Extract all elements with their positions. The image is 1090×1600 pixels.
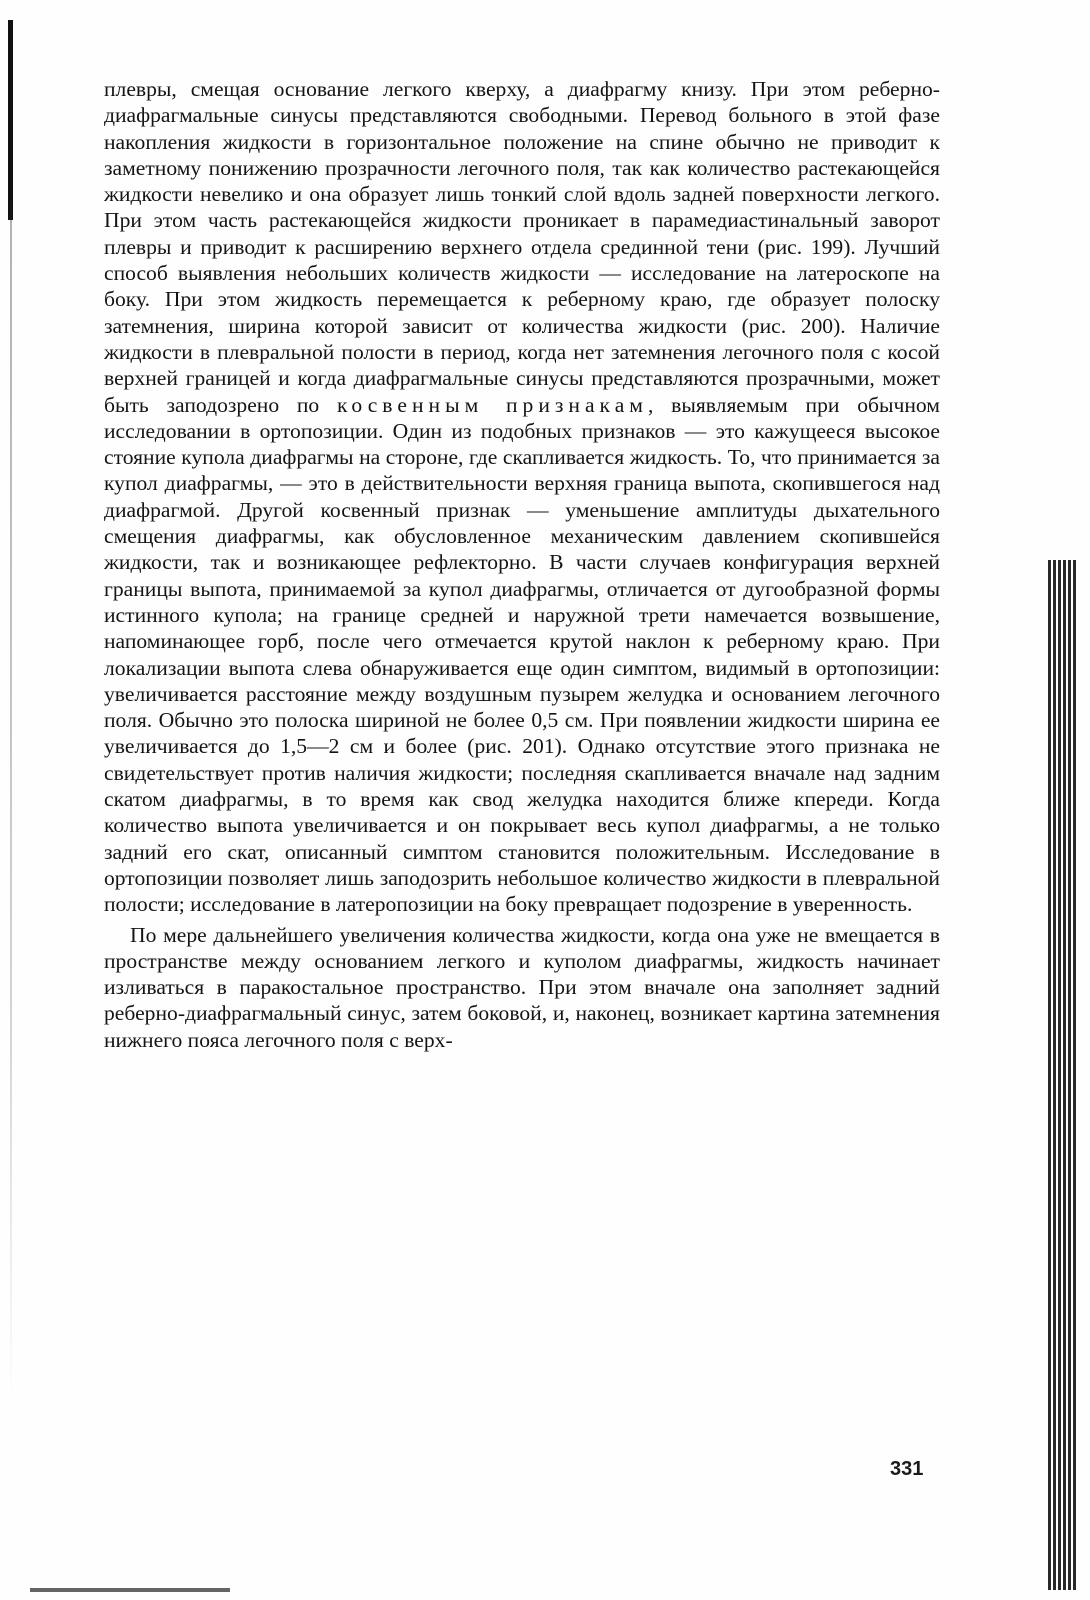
page-number: 331 xyxy=(890,1458,924,1480)
paragraph-1-part-1: плевры, смещая основание легкого кверху, а диафрагму книзу. При этом реберно-диафрагмальные синусы представляются свободными. Перевод больного в этой фазе накопления жидкости в горизонтальное положение на спине обычно не приводит к заметному понижению прозрачности легочного поля, так как количество растекающейся жидкости невелико и она образует лишь тонкий слой вдоль задней поверхности легкого. При этом часть растекающейся жидкости проникает в парамедиастинальный заворот плевры и приводит к расширению верхнего отдела срединной тени (рис. 199). Лучший способ выявления небольших количеств жидкости — исследование на латероскопе на боку. При этом жидкость перемещается к реберному краю, где образует полоску затемнения, ширина которой зависит от количества жидкости (рис. 200). Наличие жидкости в плевральной полости в период, когда нет затемнения легочного поля с косой верхней границей и когда диафрагмальные синусы представляются прозрачными, может быть заподозрено по xyxy=(104,77,940,417)
paragraph-1-part-2: , выявляемым при обычном исследовании в ортопозиции. Один из подобных признаков — это кажущееся высокое стояние купола диафрагмы на стороне, где скапливается жидкость. То, что принимается за купол диафрагмы, — это в действительности верхняя граница выпота, скопившегося над диафрагмой. Другой косвенный признак — уменьшение амплитуды дыхательного смещения диафрагмы, как обусловленное механическим давлением скопившейся жидкости, так и возникающее рефлекторно. В части случаев конфигурация верхней границы выпота, принимаемой за купол диафрагмы, отличается от дугообразной формы истинного купола; на границе средней и наружной трети намечается возвышение, напоминающее горб, после чего отмечается крутой наклон к реберному краю. При локализации выпота слева обнаруживается еще один симптом, видимый в ортопозиции: увеличивается расстояние между воздушным пузырем желудка и основанием легочного поля. Обычно это полоска шириной не более 0,5 см. При появлении жидкости ширина ее увеличивается до 1,5—2 см и более (рис. 201). Однако отсутствие этого признака не свидетельствует против наличия жидкости; последняя скапливается вначале над задним скатом диафрагмы, в то время как свод желудка находится ближе кпереди. Когда количество выпота увеличивается и он покрывает весь купол диафрагмы, а не только задний его скат, описанный симптом становится положительным. Исследование в ортопозиции позволяет лишь заподозрить небольшое количество жидкости в плевральной полости; исследование в латеропозиции на боку превращает подозрение в уверенность. xyxy=(104,392,940,917)
scan-edge-left-shadow xyxy=(10,200,12,1400)
scan-edge-left xyxy=(8,20,13,220)
paragraph-2: По мере дальнейшего увеличения количества жидкости, когда она уже не вмещается в пространстве между основанием легкого и куполом диафрагмы, жидкость начинает изливаться в паракостальное пространство. При этом вначале она заполняет задний реберно-диафрагмальный синус, затем боковой, и, наконец, возникает картина затемнения нижнего пояса легочного поля с верх- xyxy=(104,922,940,1052)
scan-edge-bottom xyxy=(30,1588,230,1592)
emphasis-spaced-text: косвенным признакам xyxy=(336,392,648,417)
scan-edge-right xyxy=(1048,560,1078,1590)
paragraph-1 xyxy=(104,76,940,918)
body-text xyxy=(104,76,940,1053)
